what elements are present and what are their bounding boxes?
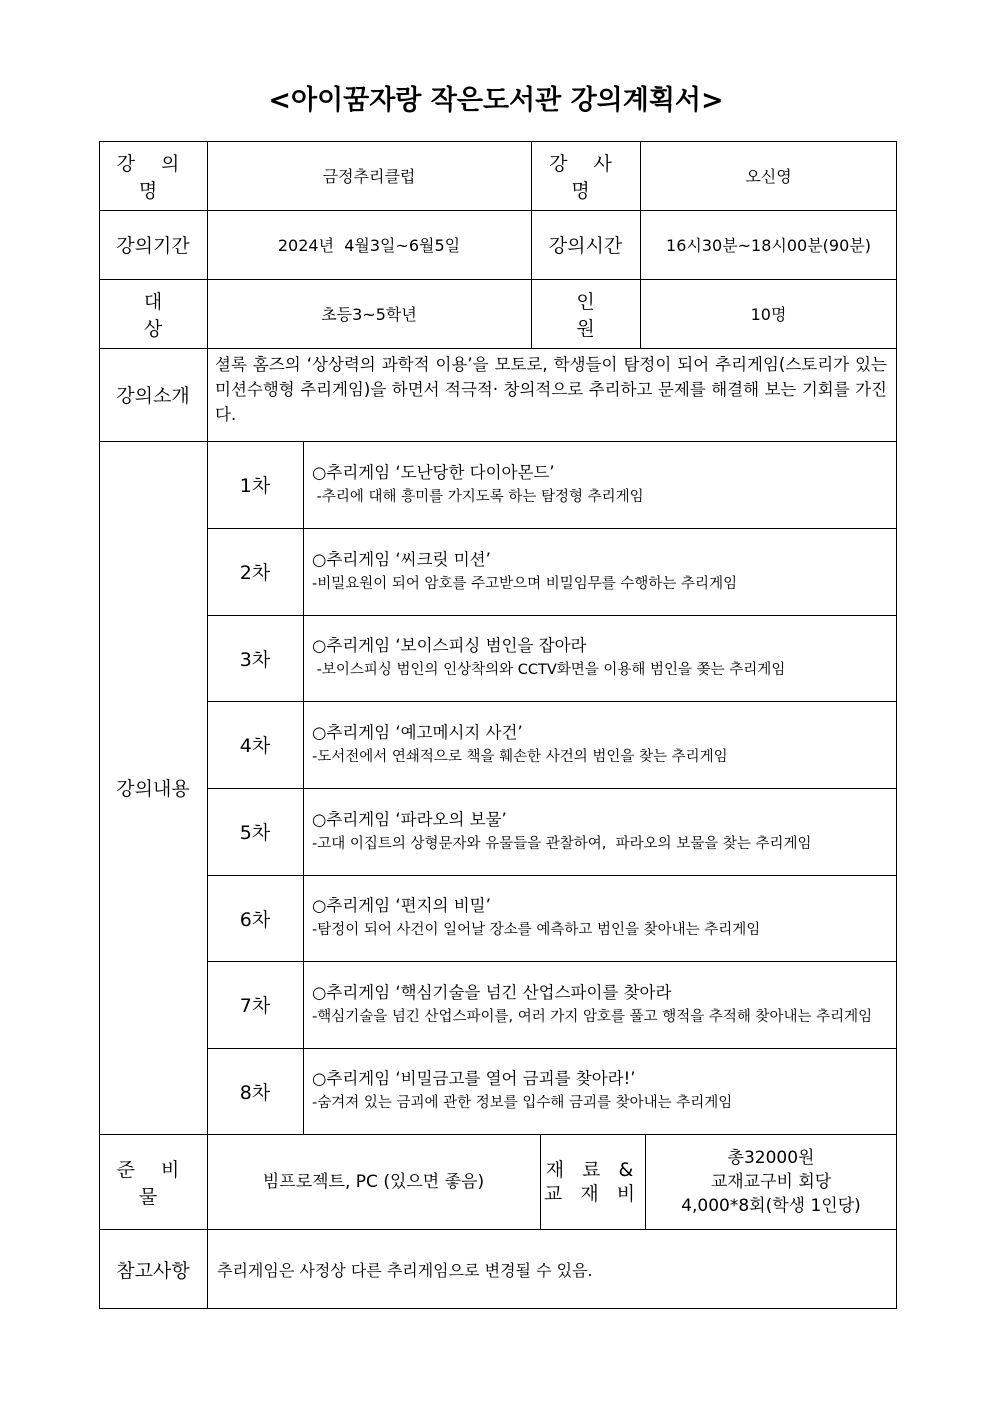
fee-value [645,1134,897,1229]
session-description: -숨겨져 있는 금괴에 관한 정보를 입수해 금괴를 찾아내는 추리게임 [312,1095,733,1111]
session-description: -추리에 대해 흥미를 가지도록 하는 탐정형 추리게임 [312,488,644,505]
session-description: -도서전에서 연쇄적으로 책을 훼손한 사건의 범인을 찾는 추리게임 [312,748,728,765]
session-number: 8차 [239,1081,271,1104]
target-label: 대 상 [143,290,205,340]
session-content [303,1048,897,1134]
session-title: ○추리게임 ‘도난당한 다이아몬드’ [312,462,555,482]
materials-label: 준 비 물 [116,1158,190,1208]
session-title: ○추리게임 ‘씨크릿 미션’ [312,549,491,569]
session-description: -탐정이 되어 사건이 일어날 장소를 예측하고 범인을 찾아내는 추리게임 [312,922,761,938]
session-content [303,961,897,1048]
fee-per-student: 4,000*8회(학생 1인당) [681,1195,861,1216]
fee-total: 총32000원 [727,1147,815,1168]
notes-label: 참고사항 [116,1259,190,1282]
session-title: ○추리게임 ‘보이스피싱 범인을 잡아라 [312,636,587,655]
session-number: 1차 [239,475,271,497]
instructor-label: 강 사 명 [549,152,622,202]
time-label: 강의시간 [548,235,623,257]
session-title: ○추리게임 ‘편지의 비밀’ [312,896,491,915]
intro-label: 강의소개 [116,385,190,407]
session-number: 7차 [239,995,271,1017]
session-content [303,615,897,701]
content-label: 강의내용 [116,778,190,800]
session-content [303,875,897,961]
capacity-label: 인 원 [576,290,625,340]
session-description: -보이스피싱 범인의 인상착의와 CCTV화면을 이용해 범인을 쫒는 추리게임 [312,662,786,678]
notes-text: 추리게임은 사정상 다른 추리게임으로 변경될 수 있음. [217,1260,593,1280]
session-number: 3차 [239,648,271,671]
document-title: <아이꿈자랑 작은도서관 강의계획서> [268,85,724,116]
course-name-label: 강 의 명 [116,152,190,202]
session-content [303,441,897,528]
fee-label [540,1134,645,1229]
session-number: 2차 [239,562,271,584]
session-title: ○추리게임 ‘예고메시지 사건’ [312,722,523,742]
target-value: 초등3~5학년 [321,305,417,324]
session-number: 5차 [239,822,271,844]
session-description: -비밀요원이 되어 암호를 주고받으며 비밀임무를 수행하는 추리게임 [312,575,738,592]
fee-label-line1: 재 료 & [545,1158,640,1181]
fee-label-line2: 교 재 비 [543,1182,642,1205]
intro-text: 셜록 홈즈의 ‘상상력의 과학적 이용’을 모토로, 학생들이 탐정이 되어 추리게임(스토리가 있는 미션수행형 추리게임)을 하면서 적극적· 창의적으로 추리하고 문제를 해결해 보는 기회를 가진다. [215,355,887,424]
materials-value: 빔프로젝트, PC (있으면 좋음) [262,1171,485,1192]
session-title: ○추리게임 ‘비밀금고를 열어 금괴를 찾아라!’ [312,1069,636,1088]
session-description: -핵심기술을 넘긴 산업스파이를, 여러 가지 암호를 풀고 행적을 추적해 찾아내는 추리게임 [312,1008,873,1025]
session-content [303,788,897,875]
session-content [303,528,897,615]
row-divider [99,348,897,349]
fee-detail: 교재교구비 회당 [710,1171,832,1192]
session-content [303,701,897,788]
time-value: 16시30분~18시00분(90분) [666,236,871,255]
session-title: ○추리게임 ‘파라오의 보물’ [312,809,507,829]
session-description: -고대 이집트의 상형문자와 유물들을 관찰하여, 파라오의 보물을 찾는 추리게임 [312,835,812,852]
capacity-value: 10명 [750,305,787,324]
period-value: 2024년 4월3일~6월5일 [277,236,461,255]
session-title: ○추리게임 ‘핵심기술을 넘긴 산업스파이를 찾아라 [312,982,672,1002]
session-number: 4차 [239,735,271,757]
period-label: 강의기간 [116,235,190,257]
session-number: 6차 [239,908,271,931]
instructor-value: 오신영 [745,167,792,186]
course-name-value: 금정추리클럽 [322,167,416,186]
